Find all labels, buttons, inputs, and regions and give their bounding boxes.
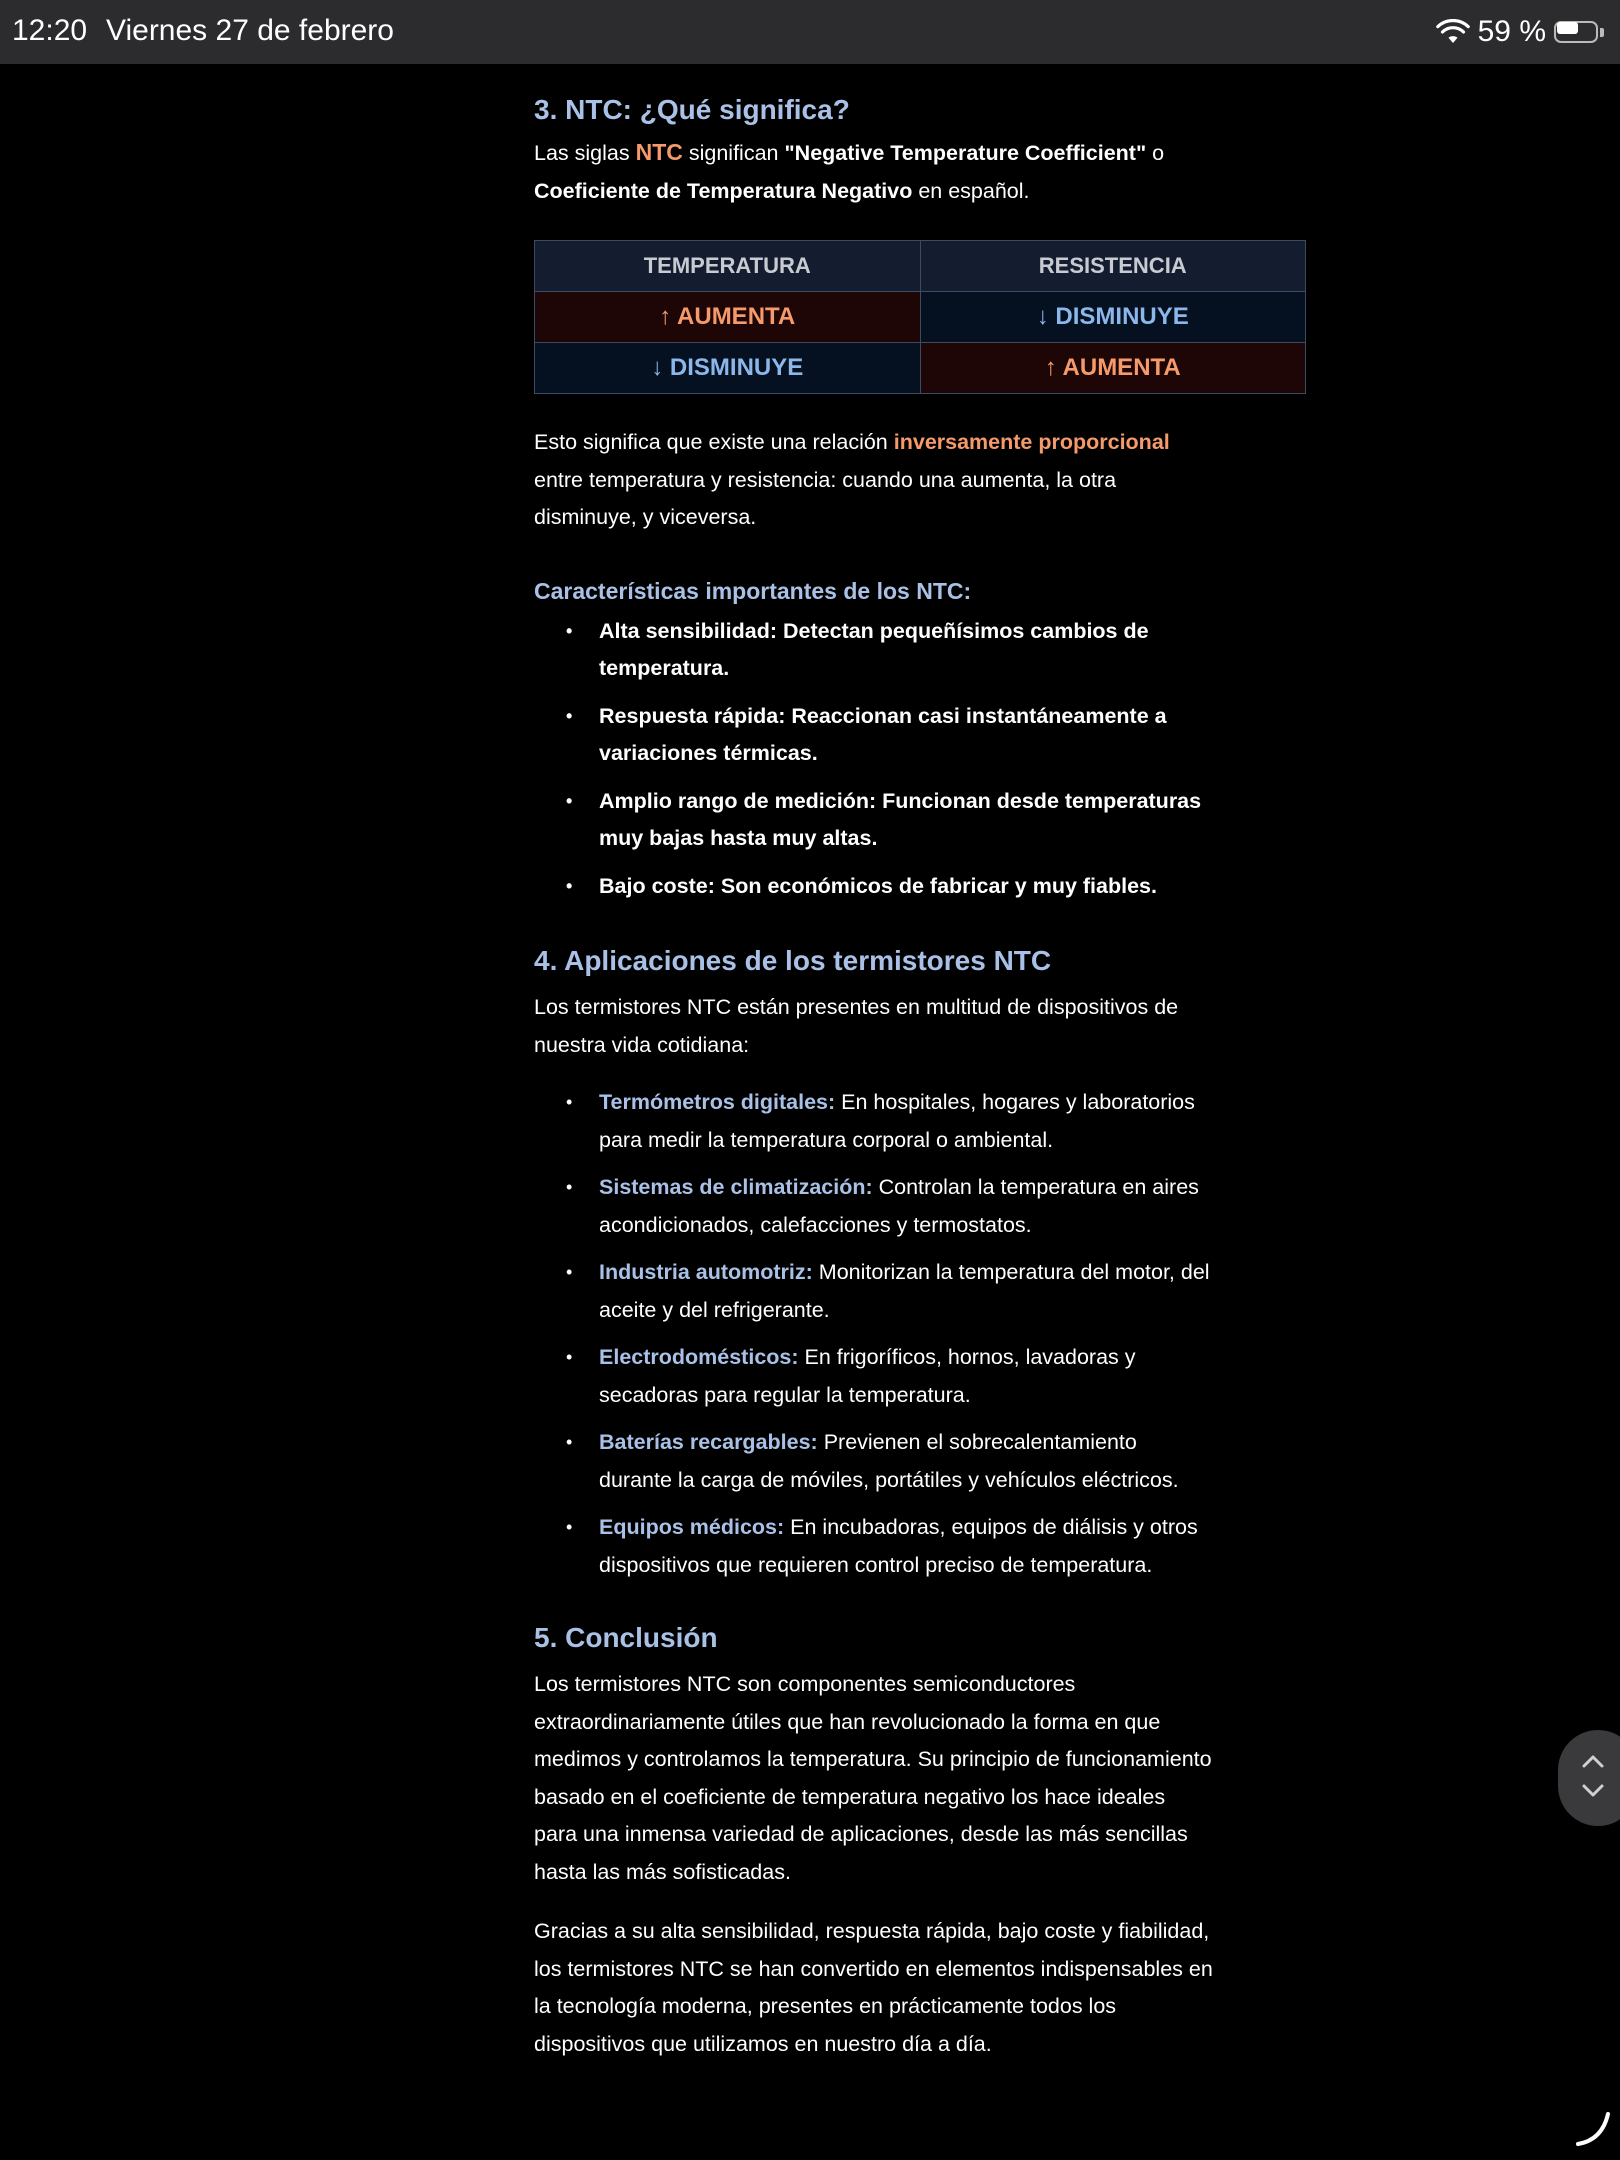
table-cell: ↑ AUMENTA [920, 343, 1306, 394]
relation-paragraph [534, 424, 1214, 537]
intro-text: significan [682, 141, 785, 165]
status-time: 12:20 [12, 14, 88, 47]
scroll-down-icon[interactable] [1580, 1782, 1606, 1800]
battery-percent: 59 % [1477, 15, 1546, 48]
inverse-relation-highlight: inversamente proporcional [893, 430, 1170, 454]
conclusion-paragraph-1: Los termistores NTC son componentes semiconductores extraordinariamente útiles que han revolucionado la forma en que medimos y controlamos la temperatura. Su principio de funcionamiento basado en el coeficiente de temperatura negativo los hace ideales para una inmensa variedad de aplicaciones, desde las más sencillas hasta las más sofisticadas. [534, 1672, 1212, 1884]
application-text: Monitorizan la temperatura del motor, del aceite y del refrigerante. [599, 1260, 1210, 1322]
application-text: Previenen el sobrecalentamiento durante la carga de móviles, portátiles y vehículos eléctricos. [599, 1430, 1179, 1492]
application-text: Controlan la temperatura en aires acondicionados, calefacciones y termostatos. [599, 1175, 1199, 1237]
table-header-temperature: TEMPERATURA [535, 241, 921, 292]
list-item [534, 1509, 1214, 1584]
table-cell: ↓ DISMINUYE [920, 292, 1306, 343]
relation-text: Esto significa que existe una relación [534, 430, 894, 454]
table-row [535, 292, 1306, 343]
english-term: "Negative Temperature Coefficient" [784, 141, 1147, 165]
applications-intro: Los termistores NTC están presentes en multitud de dispositivos de nuestra vida cotidiana: [534, 995, 1179, 1057]
application-term: Sistemas de climatización: [599, 1175, 873, 1199]
list-item: • Alta sensibilidad: Detectan pequeñísimos cambios de temperatura. [534, 613, 1214, 688]
ntc-comparison-table [534, 240, 1306, 394]
intro-text: o [1146, 141, 1165, 165]
application-term: Electrodomésticos: [599, 1345, 799, 1369]
application-term: Baterías recargables: [599, 1430, 818, 1454]
application-text: En frigoríficos, hornos, lavadoras y secadoras para regular la temperatura. [599, 1345, 1136, 1407]
table-row [535, 343, 1306, 394]
battery-fill [1557, 22, 1578, 34]
status-bar [0, 0, 1620, 64]
application-text: En hospitales, hogares y laboratorios para medir la temperatura corporal o ambiental. [599, 1090, 1195, 1152]
list-item: • Respuesta rápida: Reaccionan casi instantáneamente a variaciones térmicas. [534, 698, 1214, 773]
list-item [534, 1424, 1214, 1499]
ntc-intro-paragraph [534, 134, 1214, 210]
scroll-up-icon[interactable] [1580, 1752, 1606, 1770]
wifi-icon [1436, 19, 1470, 45]
list-item [534, 1254, 1214, 1329]
ntc-highlight: NTC [635, 139, 683, 165]
list-item [534, 1084, 1214, 1159]
applications-list [534, 1084, 1214, 1584]
status-indicators [1436, 14, 1606, 50]
application-term: Equipos médicos: [599, 1515, 785, 1539]
intro-text: Las siglas [534, 141, 636, 165]
section-heading-applications: 4. Aplicaciones de los termistores NTC [534, 945, 1052, 976]
table-header-resistance: RESISTENCIA [920, 241, 1306, 292]
list-item: • Amplio rango de medición: Funcionan desde temperaturas muy bajas hasta muy altas. [534, 783, 1214, 858]
article-content [534, 92, 1214, 2063]
resize-corner-icon[interactable] [1572, 2108, 1612, 2148]
application-term: Termómetros digitales: [599, 1090, 836, 1114]
status-date: Viernes 27 de febrero [106, 14, 394, 47]
scroll-control[interactable] [1558, 1730, 1620, 1826]
table-cell: ↓ DISMINUYE [535, 343, 921, 394]
section-heading-conclusion: 5. Conclusión [534, 1622, 718, 1653]
list-item: • Bajo coste: Son económicos de fabricar y muy fiables. [534, 868, 1214, 906]
application-term: Industria automotriz: [599, 1260, 813, 1284]
features-list [534, 613, 1214, 906]
conclusion-paragraph-2: Gracias a su alta sensibilidad, respuesta rápida, bajo coste y fiabilidad, los termistores NTC se han convertido en elementos indispensables en la tecnología moderna, presentes en prácticamente todos los dispositivos que utilizamos en nuestro día a día. [534, 1919, 1213, 2056]
section-heading-ntc: 3. NTC: ¿Qué significa? [534, 94, 850, 125]
battery-icon [1554, 19, 1606, 45]
list-item [534, 1169, 1214, 1244]
list-item [534, 1339, 1214, 1414]
features-heading: Características importantes de los NTC: [534, 577, 972, 604]
relation-text: entre temperatura y resistencia: cuando una aumenta, la otra disminuye, y viceversa. [534, 467, 1117, 529]
table-cell: ↑ AUMENTA [535, 292, 921, 343]
intro-text: en español. [912, 178, 1030, 203]
spanish-term: Coeficiente de Temperatura Negativo [534, 178, 913, 203]
application-text: En incubadoras, equipos de diálisis y otros dispositivos que requieren control preciso de temperatura. [599, 1515, 1198, 1577]
